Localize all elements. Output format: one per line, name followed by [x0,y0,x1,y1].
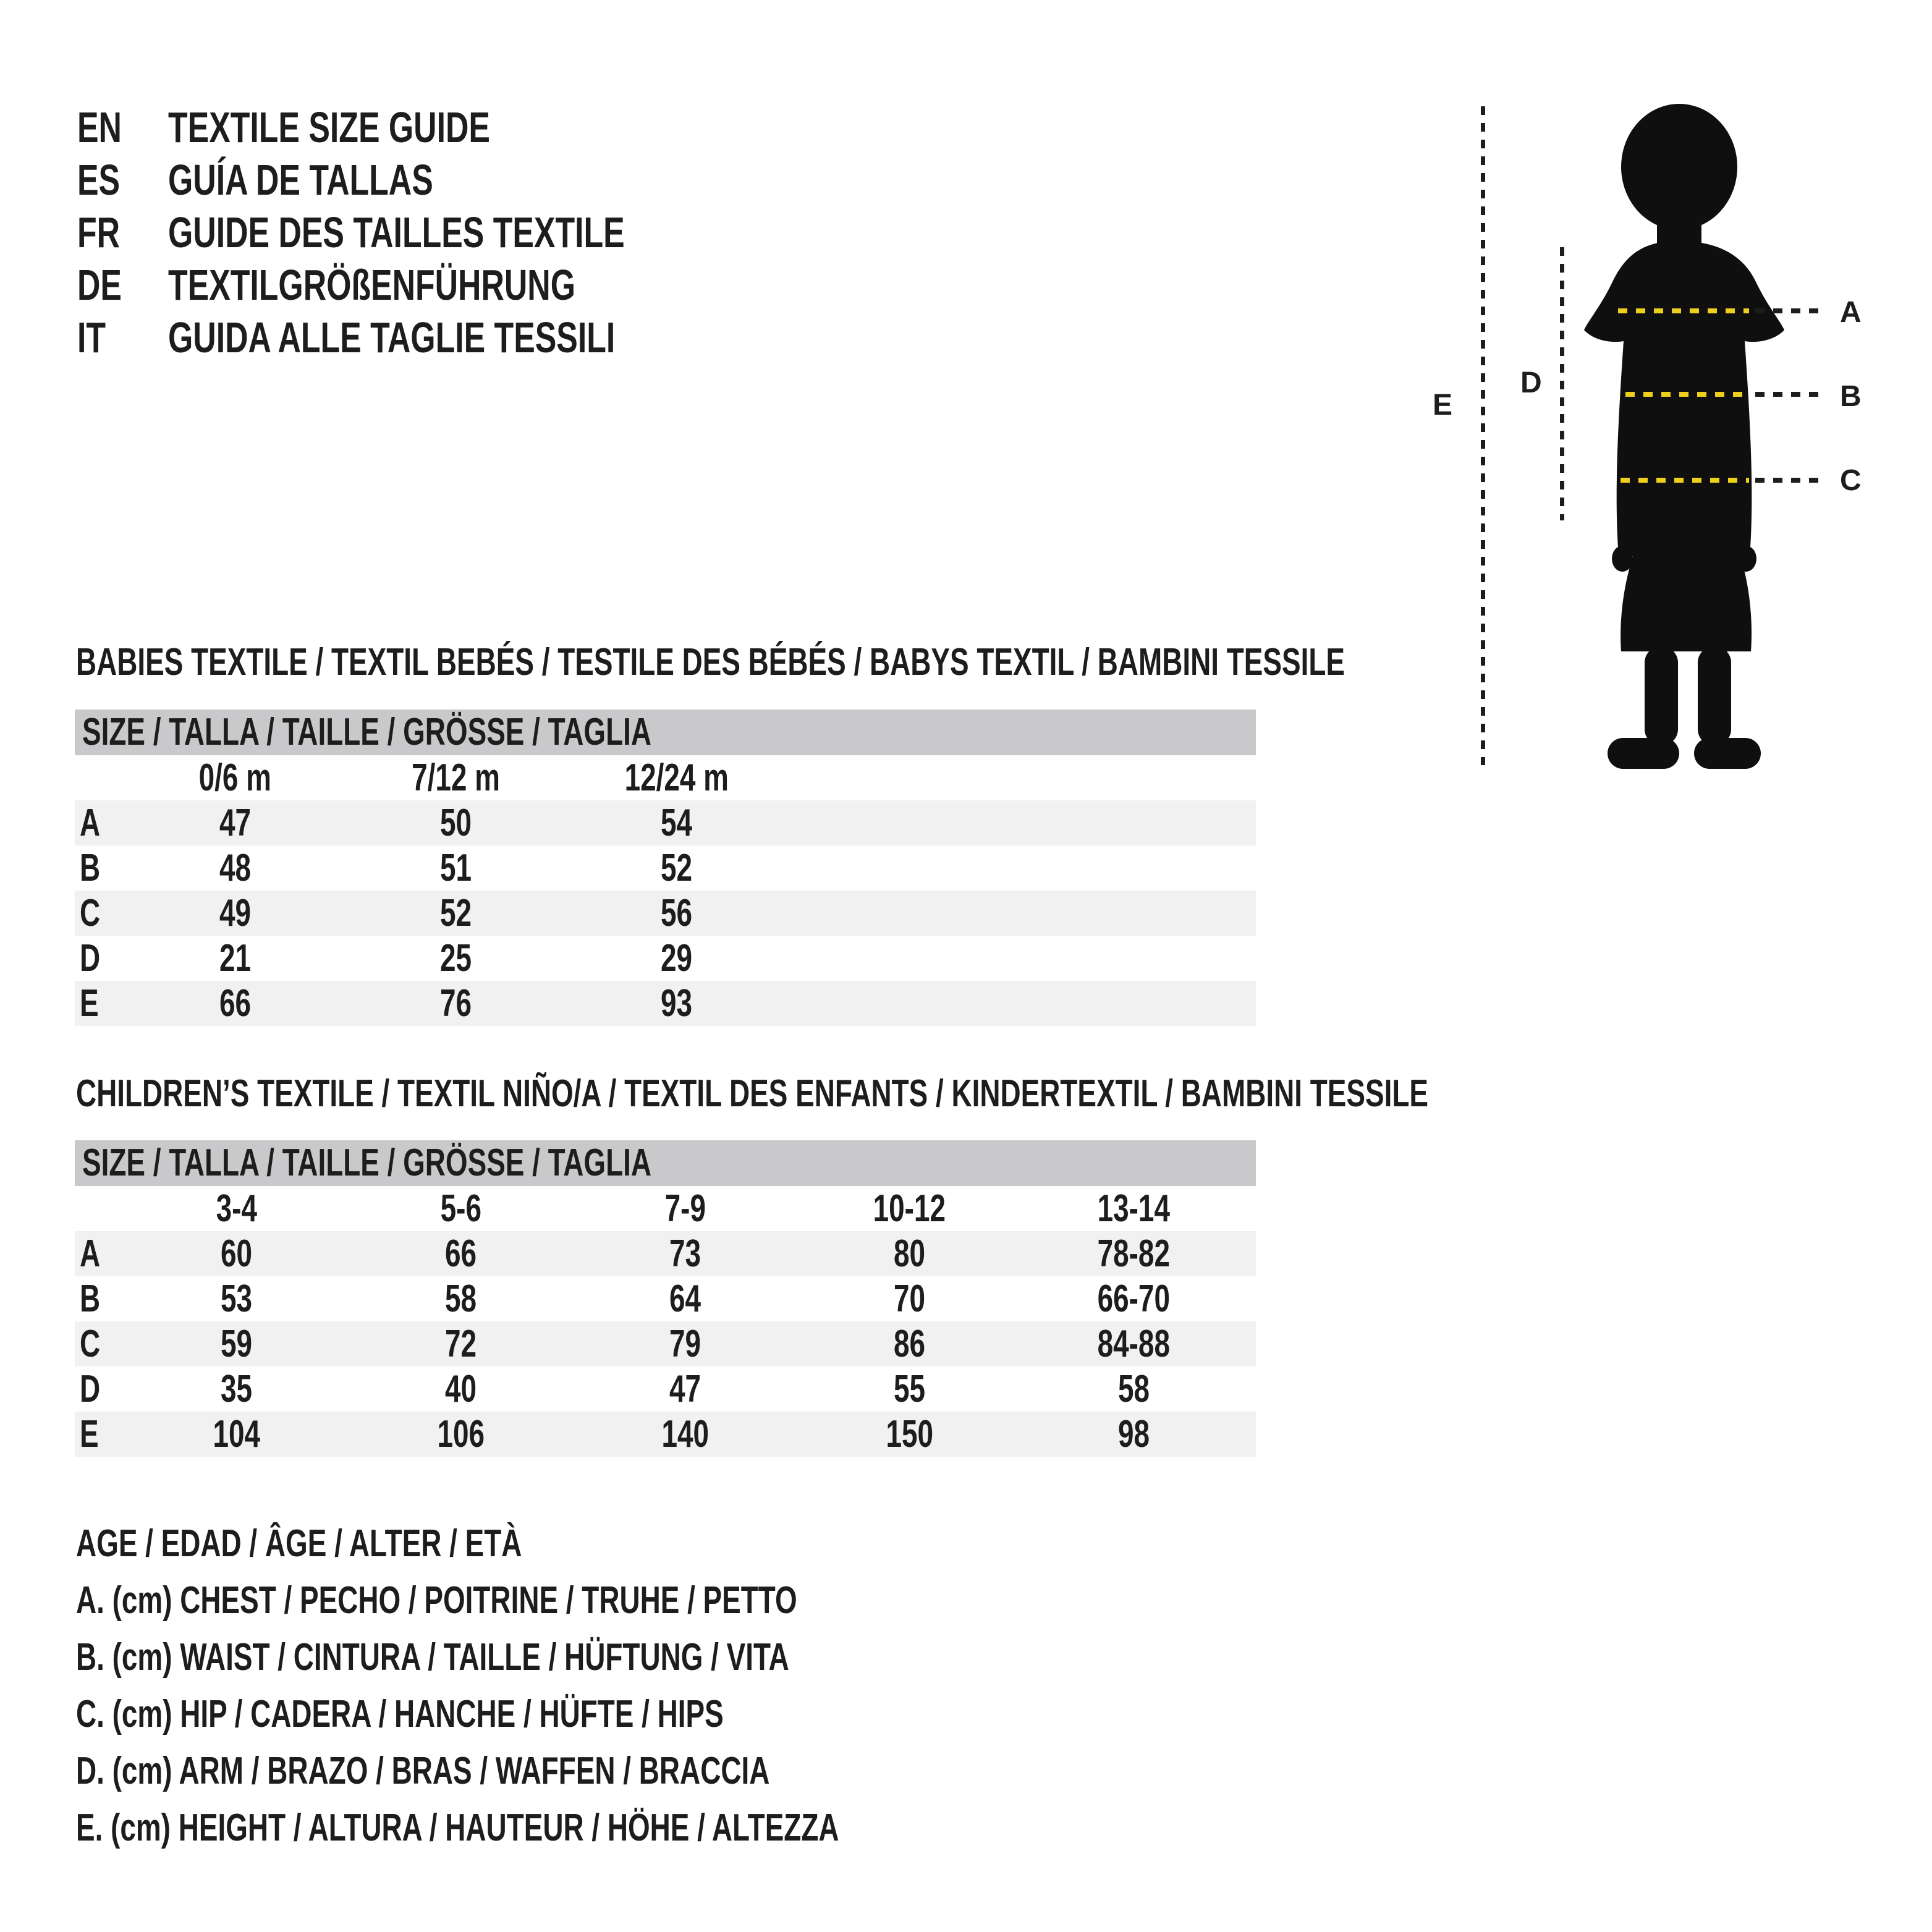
language-code: ES [77,156,121,204]
cell: 50 [439,802,472,844]
table-row [75,1412,1256,1457]
cell: 60 [220,1232,253,1275]
table-row [75,1321,1256,1366]
babies-size-table [75,710,1256,1026]
row-label: C [80,892,101,934]
column-header: 7/12 m [412,756,500,799]
legend-line-height: E. (cm) HEIGHT / ALTURA / HAUTEUR / HÖHE / ALTEZZA [76,1807,839,1849]
row-label: D [80,1368,101,1410]
table-row [75,1231,1256,1276]
language-title: TEXTILE SIZE GUIDE [168,103,490,151]
cell: 66-70 [1097,1277,1171,1320]
cell: 52 [660,847,693,889]
cell: 84-88 [1097,1323,1171,1365]
babies-section-heading: BABIES TEXTILE / TEXTIL BEBÉS / TESTILE DES BÉBÉS / BABYS TEXTIL / BAMBINI TESSILE [76,641,1345,684]
table-row [75,800,1256,845]
cell: 48 [219,847,252,889]
waist-line-outer-segment [1755,392,1824,397]
language-code: FR [77,208,121,256]
hip-line-body-segment [1621,478,1749,483]
cell: 54 [660,802,693,844]
language-title: GUÍA DE TALLAS [168,156,433,204]
row-label: D [80,937,101,980]
cell: 64 [669,1277,701,1320]
language-code: DE [77,261,122,309]
legend-line-waist: B. (cm) WAIST / CINTURA / TAILLE / HÜFTUNG / VITA [76,1636,789,1679]
language-code: EN [77,103,122,151]
cell: 78-82 [1097,1232,1171,1275]
cell: 150 [886,1413,933,1455]
cell: 25 [439,937,472,980]
row-label: A [80,1232,101,1275]
cell: 59 [220,1323,253,1365]
column-header: 0/6 m [198,756,272,799]
measure-label-b: B [1840,380,1862,413]
children-section-heading: CHILDREN’S TEXTILE / TEXTIL NIÑO/A / TEXTIL DES ENFANTS / KINDERTEXTIL / BAMBINI TESSILE [76,1072,1428,1115]
table-row [75,936,1256,981]
cell: 40 [444,1368,477,1410]
children-size-header-bar: SIZE / TALLA / TAILLE / GRÖSSE / TAGLIA [75,1140,1256,1186]
chest-line-outer-segment [1755,308,1824,313]
table-row [75,891,1256,936]
language-title: GUIDA ALLE TAGLIE TESSILI [168,313,616,362]
children-column-header-row [75,1186,1256,1231]
cell: 66 [219,982,252,1025]
cell: 72 [444,1323,477,1365]
cell: 140 [661,1413,709,1455]
cell: 104 [213,1413,260,1455]
table-row [75,1366,1256,1412]
language-code: IT [77,313,106,362]
cell: 106 [437,1413,485,1455]
row-label: C [80,1323,101,1365]
cell: 79 [669,1323,701,1365]
cell: 52 [439,892,472,934]
cell: 55 [893,1368,926,1410]
column-header: 3-4 [216,1187,257,1230]
table-row [75,981,1256,1026]
chest-line-body-segment [1618,308,1749,313]
table-row [75,845,1256,891]
cell: 66 [444,1232,477,1275]
legend-line-hip: C. (cm) HIP / CADERA / HANCHE / HÜFTE / HIPS [76,1693,724,1735]
cell: 58 [444,1277,477,1320]
cell: 86 [893,1323,926,1365]
cell: 51 [439,847,472,889]
column-header: 10-12 [873,1187,946,1230]
arm-guide-line-d [1560,247,1564,520]
cell: 35 [220,1368,253,1410]
row-label: B [80,1277,101,1320]
cell: 76 [439,982,472,1025]
legend-line-arm: D. (cm) ARM / BRAZO / BRAS / WAFFEN / BRACCIA [76,1750,770,1792]
language-title: GUIDE DES TAILLES TEXTILE [168,208,625,256]
cell: 29 [660,937,693,980]
legend-line-age: AGE / EDAD / ÂGE / ALTER / ETÀ [76,1522,522,1565]
cell: 80 [893,1232,926,1275]
cell: 21 [219,937,252,980]
column-header: 5-6 [440,1187,481,1230]
cell: 93 [660,982,693,1025]
measure-label-a: A [1840,296,1862,329]
row-label: E [80,982,99,1025]
cell: 49 [219,892,252,934]
cell: 70 [893,1277,926,1320]
legend-line-chest: A. (cm) CHEST / PECHO / POITRINE / TRUHE / PETTO [76,1579,797,1622]
table-row [75,1276,1256,1321]
measure-label-c: C [1840,464,1862,497]
cell: 98 [1117,1413,1150,1455]
cell: 58 [1117,1368,1150,1410]
cell: 47 [669,1368,701,1410]
waist-line-body-segment [1625,392,1749,397]
row-label: A [80,802,101,844]
children-size-table [75,1140,1256,1457]
cell: 73 [669,1232,701,1275]
babies-column-header-row [75,755,1256,800]
hip-line-outer-segment [1755,478,1824,483]
column-header: 7-9 [664,1187,706,1230]
column-header: 12/24 m [624,756,729,799]
row-label: E [80,1413,99,1455]
measure-label-d: D [1520,366,1542,399]
cell: 47 [219,802,252,844]
babies-size-header-bar: SIZE / TALLA / TAILLE / GRÖSSE / TAGLIA [75,710,1256,755]
cell: 56 [660,892,693,934]
measure-label-e: E [1433,389,1453,422]
language-title: TEXTILGRÖßENFÜHRUNG [168,261,575,309]
column-header: 13-14 [1097,1187,1171,1230]
row-label: B [80,847,101,889]
cell: 53 [220,1277,253,1320]
